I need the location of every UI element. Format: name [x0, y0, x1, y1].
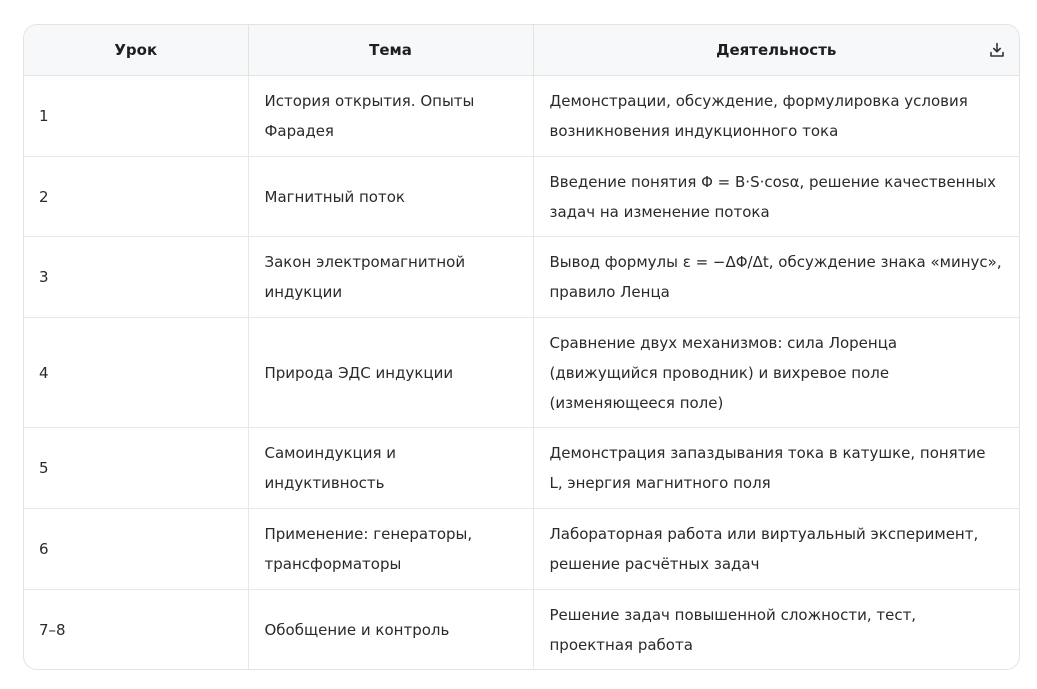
- table-row: [24, 428, 1019, 509]
- cell-lesson: 4: [24, 318, 248, 428]
- lesson-plan-table: [23, 24, 1020, 670]
- table-row: [24, 157, 1019, 237]
- cell-topic: Обобщение и контроль: [248, 590, 533, 671]
- cell-lesson: 3: [24, 237, 248, 318]
- cell-lesson: 7–8: [24, 590, 248, 671]
- cell-lesson: 1: [39, 107, 49, 125]
- table-row: [24, 318, 1019, 428]
- cell-topic: Магнитный поток: [248, 157, 533, 237]
- table-row: [24, 590, 1019, 671]
- cell-activity: Введение понятия Φ = B·S·cosα, решение качественных задач на изменение потока: [533, 157, 1019, 237]
- cell-activity: Решение задач повышенной сложности, тест, проектная работа: [533, 590, 1019, 671]
- cell-topic: Самоиндукция и индуктивность: [248, 428, 533, 509]
- table-row: [24, 237, 1019, 318]
- download-icon[interactable]: [987, 40, 1007, 60]
- table-header: [24, 25, 1019, 76]
- cell-topic: Применение: генераторы, трансформаторы: [248, 509, 533, 590]
- header-lesson: Урок: [24, 25, 248, 76]
- table: [24, 25, 1019, 670]
- header-activity: [533, 25, 1019, 76]
- cell-activity: Лабораторная работа или виртуальный эксперимент, решение расчётных задач: [533, 509, 1019, 590]
- cell-topic: Природа ЭДС индукции: [248, 318, 533, 428]
- header-row: [24, 25, 1019, 76]
- table-row: [24, 509, 1019, 590]
- cell-activity: Демонстрации, обсуждение, формулировка условия возникновения индукционного тока: [533, 76, 1019, 157]
- cell-lesson: 5: [24, 428, 248, 509]
- cell-topic: Закон электромагнитной индукции: [248, 237, 533, 318]
- cell-topic: История открытия. Опыты Фарадея: [248, 76, 533, 157]
- header-activity-label: Деятельность: [716, 41, 837, 59]
- table-body: [24, 76, 1019, 671]
- table-row: [24, 76, 1019, 157]
- cell-activity: Сравнение двух механизмов: сила Лоренца (движущийся проводник) и вихревое поле (изменяющееся поле): [533, 318, 1019, 428]
- header-topic: Тема: [248, 25, 533, 76]
- cell-activity: Вывод формулы ε = −ΔΦ/Δt, обсуждение знака «минус», правило Ленца: [533, 237, 1019, 318]
- cell-lesson: 6: [24, 509, 248, 590]
- cell-activity: Демонстрация запаздывания тока в катушке, понятие L, энергия магнитного поля: [533, 428, 1019, 509]
- cell-lesson: 2: [24, 157, 248, 237]
